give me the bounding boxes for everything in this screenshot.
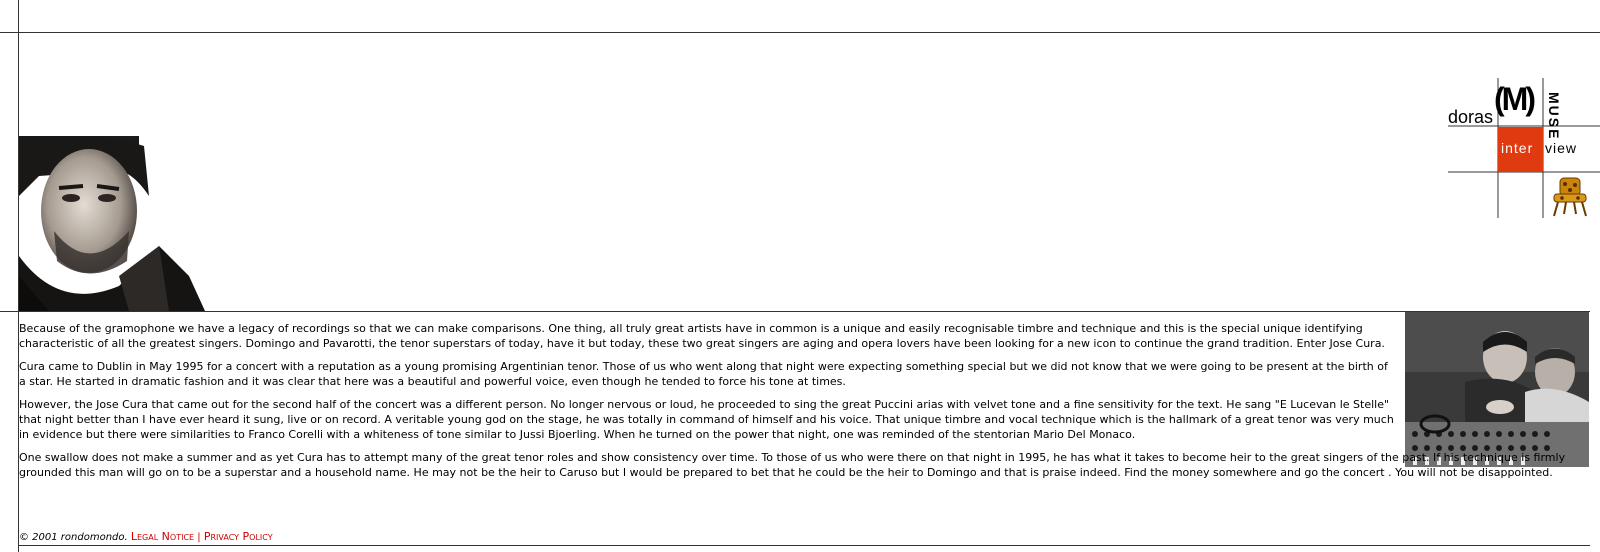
article-paragraph-4: One swallow does not make a summer and as yet Cura has to attempt many of the great tenor roles and show consistency over time. To those of us who were there on that night in 1995, he has what it takes to become heir to the great singers of the past. If his technique is firmly grounded this man will go on to be a superstar and a household name. He may not be the heir to Caruso but I would be prepared to bet that he could be the heir to Domingo and that is praise indeed. Find the money somewhere and go the concert . You will not be disappointed. (19, 451, 1566, 479)
bottom-rule (18, 545, 1590, 546)
logo-word-doras: doras (1448, 107, 1494, 127)
article-paragraph-3: However, the Jose Cura that came out for the second half of the concert was a different person. No longer nervous or loud, he proceeded to sing the great Puccini arias with velvet tone and a fine sensitivity for the text. He sang "E Lucevan le Stelle" that night better than I have ever heard it sung, live or on record. A veritable young god on the stage, he was totally in command of himself and his voice. That unique timbre and vocal technique which is the hallmark of a great tenor was very much in evidence but there were similarities to Franco Corelli with a whiteness of tone similar to Jussi Bjoerling. When he turned on the power that night, one was reminded of the stentorian Mario Del Monaco. (19, 398, 1394, 441)
top-rule (0, 32, 1600, 33)
article-paragraph-2: Cura came to Dublin in May 1995 for a concert with a reputation as a young promising Argentinian tenor. Those of us who went along that night were expecting something special but we did not know that we were going to be present at the birth of a star. He started in dramatic fashion and it was clear that here was a beautiful and powerful voice, even though he tended to force his tone at times. (19, 360, 1388, 388)
jose-cura-portrait-photo (19, 136, 205, 311)
page-footer (19, 530, 273, 543)
logo-letter-m: (M) (1494, 81, 1533, 117)
footer-separator: | (197, 532, 201, 543)
chair-icon (1550, 176, 1590, 222)
privacy-policy-link[interactable]: Privacy Policy (203, 530, 273, 543)
logo-word-muse: MUSE (1546, 92, 1562, 141)
recording-studio-photo (1405, 312, 1589, 467)
article-paragraph-1: Because of the gramophone we have a legacy of recordings so that we can make comparisons. One thing, all truly great artists have in common is a unique and easily recognisable timbre and technique and this is the special unique identifying characteristic of all the greatest singers. Domingo and Pavarotti, the tenor superstars of today, have it but today, these two great singers are aging and opera lovers have been looking for a new icon to continue the grand tradition. Enter Jose Cura. (19, 322, 1385, 350)
copyright-text: © 2001 rondomondo. (19, 532, 128, 543)
content-rule (0, 311, 1590, 312)
legal-notice-link[interactable]: Legal Notice (130, 530, 195, 543)
logo-word-view: view (1545, 140, 1578, 156)
logo-word-inter: inter (1501, 140, 1534, 156)
doras-muse-interview-logo[interactable] (1448, 78, 1600, 220)
article-body (19, 321, 1566, 488)
